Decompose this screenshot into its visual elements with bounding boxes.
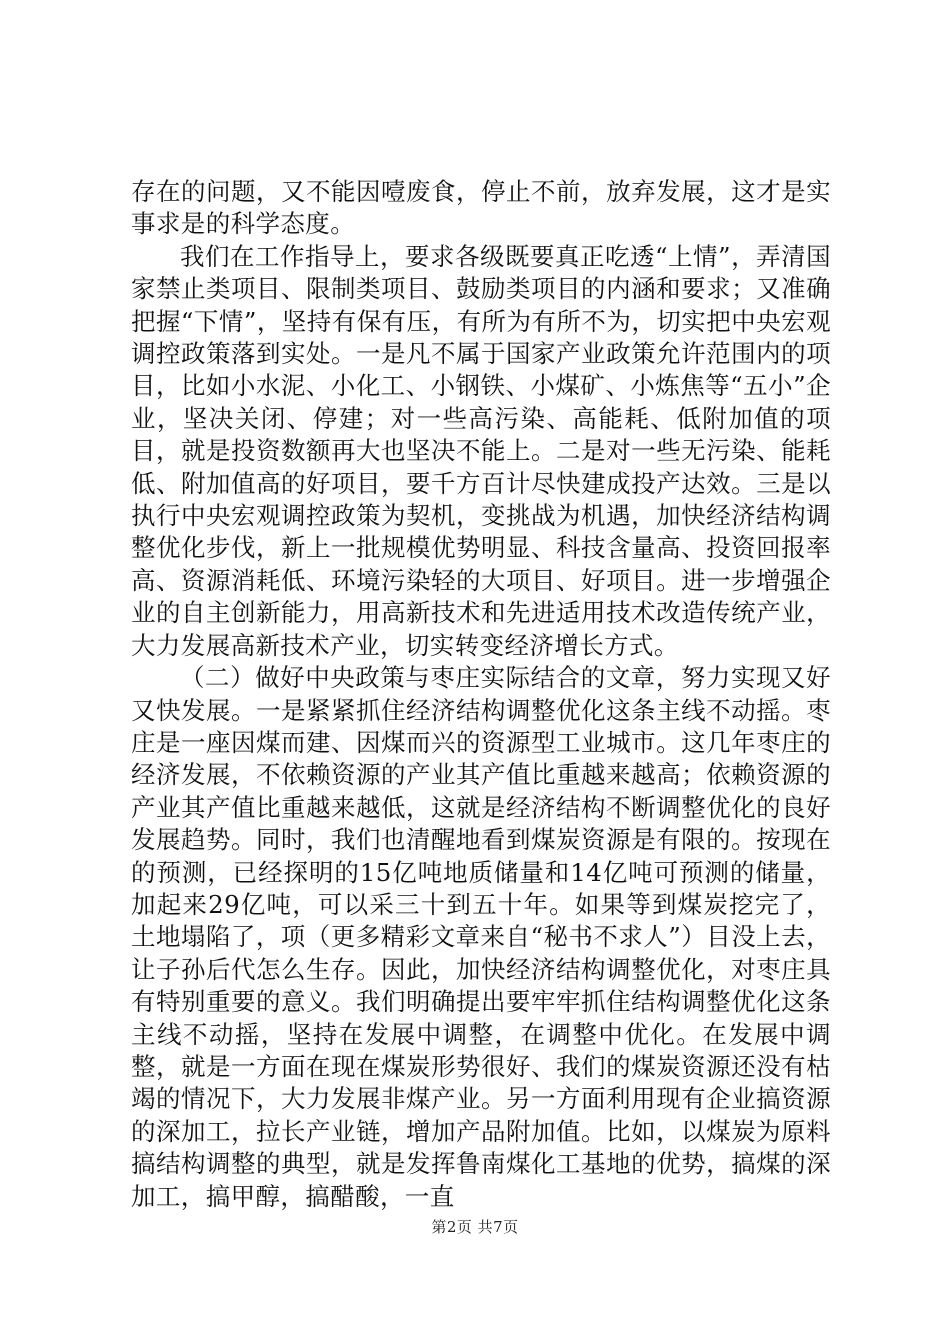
paragraph-work-guidance: 我们在工作指导上，要求各级既要真正吃透“上情”，弄清国家禁止类项目、限制类项目、鼓励类项目的内涵和要求；又准确把握“下情”，坚持有保有压，有所为有所不为，切实把中央宏观调控政策落到实处。一是凡不属于国家产业政策允许范围内的项目，比如小水泥、小化工、小钢铁、小煤矿、小炼焦等“五小”企业，坚决关闭、停建；对一些高污染、高能耗、低附加值的项目，就是投资数额再大也坚决不能上。二是对一些无污染、能耗低、附加值高的好项目，要千方百计尽快建成投产达效。三是以执行中央宏观调控政策为契机，变挑战为机遇，加快经济结构调整优化步伐，新上一批规模优势明显、科技含量高、投资回报率高、资源消耗低、环境污染轻的大项目、好项目。进一步增强企业的自主创新能力，用高新技术和先进适用技术改造传统产业，大力发展高新技术产业，切实转变经济增长方式。 — [131, 241, 831, 660]
page-number-footer: 第2页 共7页 — [431, 1218, 519, 1236]
document-body — [131, 176, 831, 1213]
paragraph-continuation: 存在的问题，又不能因噎废食，停止不前，放弃发展，这才是实事求是的科学态度。 — [131, 177, 831, 239]
paragraph-section-two: （二）做好中央政策与枣庄实际结合的文章，努力实现又好又快发展。一是紧紧抓住经济结构调整优化这条主线不动摇。枣庄是一座因煤而建、因煤而兴的资源型工业城市。这几年枣庄的经济发展，不依赖资源的产业其产值比重越来越高；依赖资源的产业其产值比重越来越低，这就是经济结构不断调整优化的良好发展趋势。同时，我们也清醒地看到煤炭资源是有限的。按现在的预测，已经探明的15亿吨地质储量和14亿吨可预测的储量，加起来29亿吨，可以采三十到五十年。如果等到煤炭挖完了，土地塌陷了，项（更多精彩文章来自“秘书不求人”）目没上去，让子孙后代怎么生存。因此，加快经济结构调整优化，对枣庄具有特别重要的意义。我们明确提出要牢牢抓住结构调整优化这条主线不动摇，坚持在发展中调整，在调整中优化。在发展中调整，就是一方面在现在煤炭形势很好、我们的煤炭资源还没有枯竭的情况下，大力发展非煤产业。另一方面利用现有企业搞资源的深加工，拉长产业链，增加产品附加值。比如，以煤炭为原料搞结构调整的典型，就是发挥鲁南煤化工基地的优势，搞煤的深加工，搞甲醇，搞醋酸，一直 — [131, 663, 831, 1211]
